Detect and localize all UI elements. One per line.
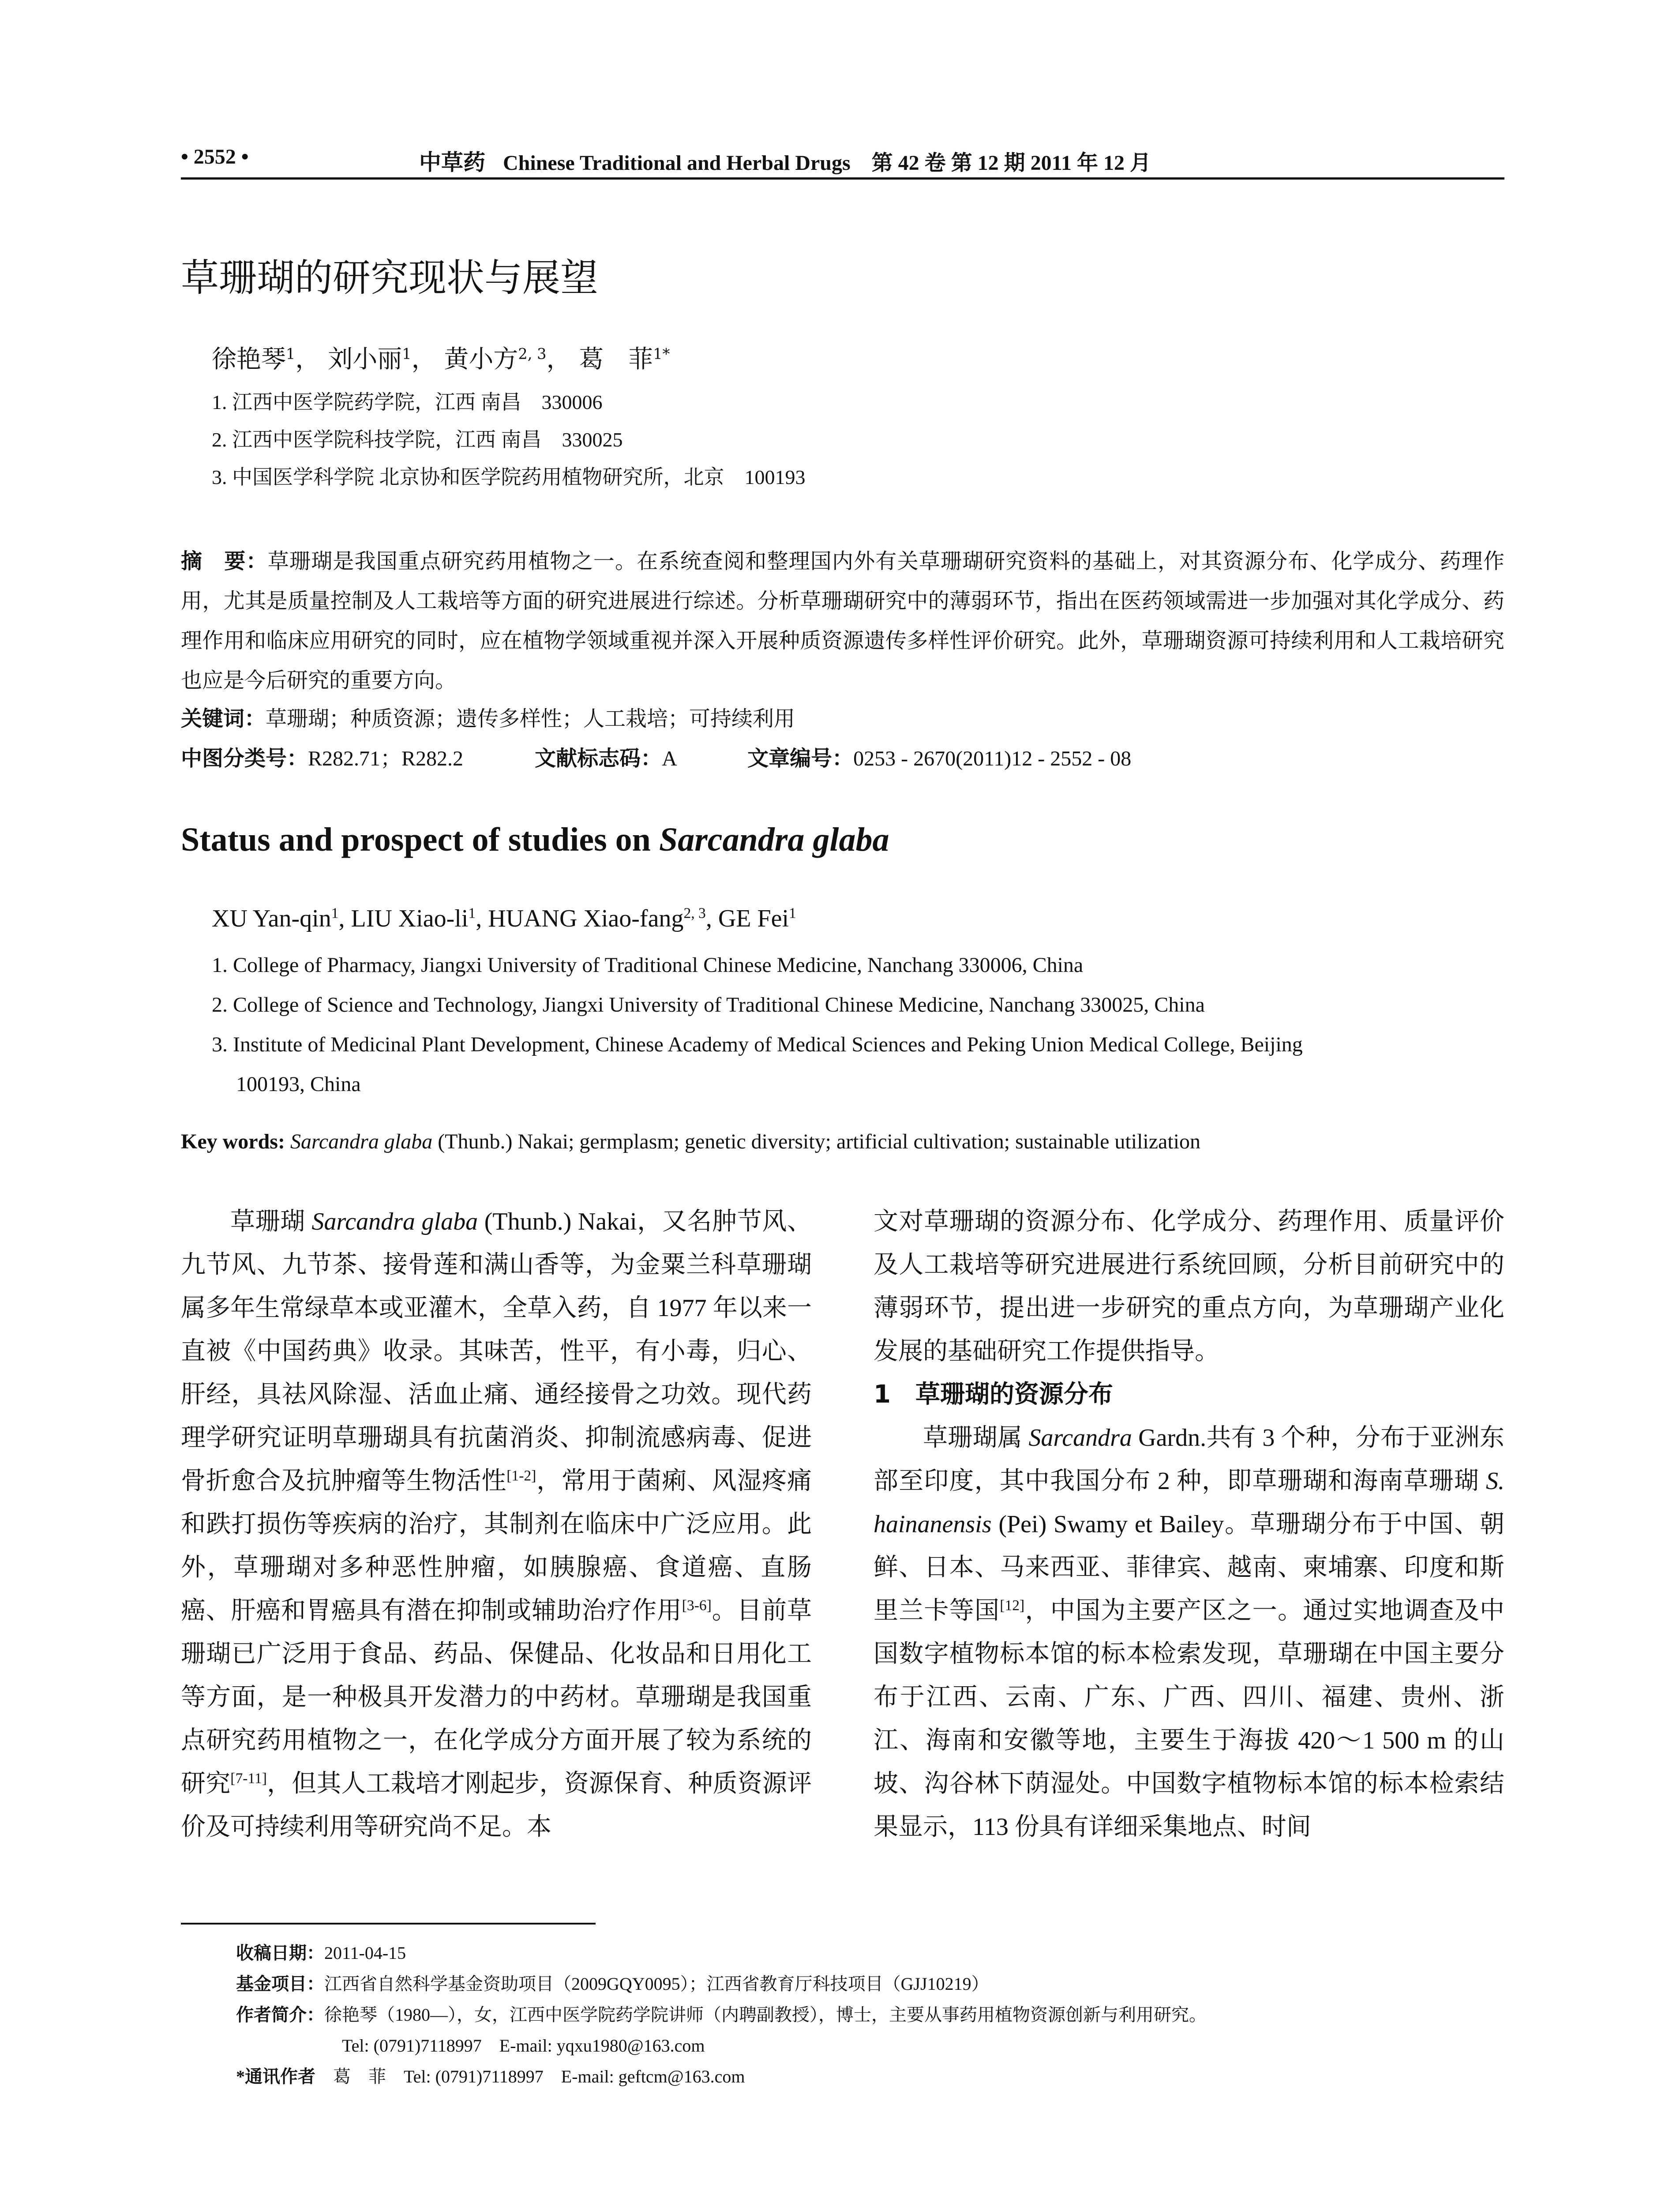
author-affil-mark: 2, 3 (683, 905, 706, 922)
author-affil-mark: 1 (286, 345, 296, 363)
affiliation-cn-1: 1. 江西中医学院药学院，江西 南昌 330006 (212, 391, 603, 413)
body-paragraph: 文对草珊瑚的资源分布、化学成分、药理作用、质量评价及人工栽培等研究进展进行系统回顾，分析目前研究中的薄弱环节，提出进一步研究的重点方向，为草珊瑚产业化发展的基础研究工作提供指导。 (874, 1208, 1504, 1365)
citation: [1-2] (506, 1467, 536, 1484)
text-run: ，但其人工栽培才刚起步，资源保育、种质资源评价及可持续利用等研究尚不足。本 (181, 1770, 812, 1841)
text-run: 草珊瑚 (230, 1208, 312, 1235)
keywords-text: 草珊瑚；种质资源；遗传多样性；人工栽培；可持续利用 (266, 707, 795, 731)
footnote-author-contact: Tel: (0791)7118997 E-mail: yqxu1980@163.com (342, 2036, 705, 2056)
footnote-fund (236, 1970, 989, 1995)
body-column-right (874, 1200, 1504, 1849)
citation: [12] (1000, 1597, 1025, 1614)
author-name: LIU Xiao-li (351, 905, 469, 932)
footnote-label: 收稿日期： (236, 1943, 324, 1963)
author-name: 徐艳琴 (212, 345, 286, 374)
footnote-corresponding (236, 2063, 745, 2088)
footnote-received (236, 1939, 406, 1964)
journal-issue: Chinese Traditional and Herbal Drugs 第 42 卷 第 12 期 2011 年 12 月 (503, 151, 1151, 175)
body-column-left (181, 1200, 812, 1849)
text-run: Gardn.共有 3 个种，分布于亚洲东部至印度，其中我国分布 2 种，即草珊瑚和海南草珊瑚 (874, 1424, 1504, 1495)
citation: [7-11] (230, 1770, 267, 1787)
author-affil-mark: 1 (331, 905, 339, 922)
text-run: ，常用于菌痢、风湿疼痛和跌打损伤等疾病的治疗，其制剂在临床中广泛应用。此外，草珊瑚对多种恶性肿瘤，如胰腺癌、食道癌、直肠癌、肝癌和胃癌具有潜在抑制或辅助治疗作用 (181, 1467, 812, 1624)
abstract-cn (181, 542, 1504, 701)
clc-label: 中图分类号： (181, 747, 308, 770)
authors-en: XU Yan-qin$^1$, LIU Xiao-$li^1$, HUANG Xiao-fang$^{2, 3}$, GE Fei$^1$ (212, 905, 796, 932)
page-number: • 2552 • (181, 145, 249, 169)
author-affil-mark: 1 (468, 905, 476, 922)
article-label: 文章编号： (747, 747, 854, 770)
genus-name: Sarcandra (1028, 1424, 1132, 1452)
doc-label: 文献标志码： (535, 747, 662, 770)
text-run: 。目前草珊瑚已广泛用于食品、药品、保健品、化妆品和日用化工等方面，是一种极具开发潜力的中药材。草珊瑚是我国重点研究药用植物之一，在化学成分方面开展了较为系统的研究 (181, 1597, 812, 1797)
author-name: GE Fei (718, 905, 789, 932)
species-name: Sarcandra glaba (311, 1208, 478, 1235)
journal-name-cn: 中草药 (419, 150, 485, 175)
body-paragraph (181, 1200, 812, 1849)
author-name: XU Yan-qin (212, 905, 331, 932)
running-header (181, 140, 1504, 176)
keywords-en-species: Sarcandra glaba (290, 1130, 433, 1153)
keywords-cn (181, 702, 795, 732)
text-run: 草珊瑚属 (923, 1424, 1029, 1452)
author-affil-mark: 1 (402, 345, 412, 363)
keywords-en-label: Key words: (181, 1130, 285, 1153)
affiliation-en-3-cont: 100193, China (236, 1073, 361, 1096)
abstract-text: 草珊瑚是我国重点研究药用植物之一。在系统查阅和整理国内外有关草珊瑚研究资料的基础上，对其资源分布、化学成分、药理作用，尤其是质量控制及人工栽培等方面的研究进展进行综述。分析草珊瑚研究中的薄弱环节，指出在医药领域需进一步加强对其化学成分、药理作用和临床应用研究的同时，应在植物学领域重视并深入开展种质资源遗传多样性评价研究。此外，草珊瑚资源可持续利用和人工栽培研究也应是今后研究的重要方向。 (181, 550, 1504, 692)
footnote-text: 葛 菲 Tel: (0791)7118997 E-mail: geftcm@163.com (333, 2067, 745, 2086)
paper-title-en (181, 821, 889, 859)
footnote-label: 基金项目： (236, 1974, 324, 1994)
author-name: 葛 菲 (579, 345, 653, 374)
body-paragraph (874, 1416, 1504, 1849)
affiliation-en-2: 2. College of Science and Technology, Jiangxi University of Traditional Chinese Medicine, Nanchang 330025, China (212, 993, 1205, 1017)
doc-value: A (662, 747, 676, 770)
footnote-label: *通讯作者 (236, 2067, 315, 2086)
header-rule (181, 177, 1504, 180)
author-name: 刘小丽 (328, 345, 402, 374)
footnote-author (236, 2001, 1207, 2026)
species-name: S. hainanensis (874, 1467, 1504, 1538)
author-name: HUANG Xiao-fang (488, 905, 684, 932)
affiliation-cn-3: 3. 中国医学科学院 北京协和医学院药用植物研究所，北京 100193 (212, 466, 806, 488)
article-value: 0253 - 2670(2011)12 - 2552 - 08 (853, 747, 1132, 770)
author-affil-mark: 2, 3 (518, 345, 547, 363)
abstract-label: 摘 要： (181, 550, 268, 573)
text-run: (Pei) Swamy et Bailey。草珊瑚分布于中国、朝鲜、日本、马来西亚、菲律宾、越南、柬埔寨、印度和斯里兰卡等国 (874, 1511, 1504, 1624)
affiliation-en-1: 1. College of Pharmacy, Jiangxi University of Traditional Chinese Medicine, Nanchang 330006, China (212, 953, 1084, 977)
footnote-rule (181, 1923, 596, 1925)
authors-cn: 徐艳琴$^1$， 刘小丽$^1$， 黄小方$^{2, 3}$， 葛 菲$^{1*}$ (212, 345, 670, 374)
keywords-en (181, 1129, 1200, 1154)
journal-info (419, 145, 1151, 176)
footnote-text: 徐艳琴（1980—），女，江西中医学院药学院讲师（内聘副教授），博士，主要从事药用植物资源创新与利用研究。 (324, 2005, 1207, 2025)
affiliation-en-3: 3. Institute of Medicinal Plant Development, Chinese Academy of Medical Sciences and Peking Union Medical College, Beijing (212, 1033, 1303, 1056)
title-en-prefix: Status and prospect of studies on (181, 821, 659, 858)
author-affil-mark: 1* (653, 345, 670, 363)
citation: [3-6] (682, 1597, 712, 1614)
text-run: (Thunb.) Nakai，又名肿节风、九节风、九节茶、接骨莲和满山香等，为金粟兰科草珊瑚属多年生常绿草本或亚灌木，全草入药，自 1977 年以来一直被《中国药典》收录。其味苦，性平，有小毒，归心、肝经，具祛风除湿、活血止痛、通经接骨之功效。现代药理学研究证明草珊瑚具有抗菌消炎、抑制流感病毒、促进骨折愈合及抗肿瘤等生物活性 (181, 1208, 812, 1495)
classification-line (181, 741, 1131, 772)
footnote-text: 2011-04-15 (324, 1943, 406, 1963)
keywords-label: 关键词： (181, 707, 266, 731)
author-name: 黄小方 (444, 345, 518, 374)
clc-value: R282.71；R282.2 (308, 747, 464, 770)
footnote-text: 江西省自然科学基金资助项目（2009GQY0095）；江西省教育厅科技项目（GJJ10219） (324, 1974, 989, 1994)
paper-title-cn: 草珊瑚的研究现状与展望 (181, 256, 598, 300)
title-en-species: Sarcandra glaba (659, 821, 889, 858)
footnote-label: 作者简介： (236, 2005, 324, 2025)
keywords-en-text: (Thunb.) Nakai; germplasm; genetic diversity; artificial cultivation; sustainable utilization (432, 1130, 1201, 1153)
affiliation-cn-2: 2. 江西中医学院科技学院，江西 南昌 330025 (212, 428, 623, 451)
author-affil-mark: 1 (789, 905, 796, 922)
section-heading: 1 草珊瑚的资源分布 (874, 1380, 1113, 1409)
text-run: ，中国为主要产区之一。通过实地调查及中国数字植物标本馆的标本检索发现，草珊瑚在中国主要分布于江西、云南、广东、广西、四川、福建、贵州、浙江、海南和安徽等地，主要生于海拔 420～1 500 m 的山坡、沟谷林下荫湿处。中国数字植物标本馆的标本检索结果显示，113 份具有详细采集地点、时间 (874, 1597, 1505, 1841)
